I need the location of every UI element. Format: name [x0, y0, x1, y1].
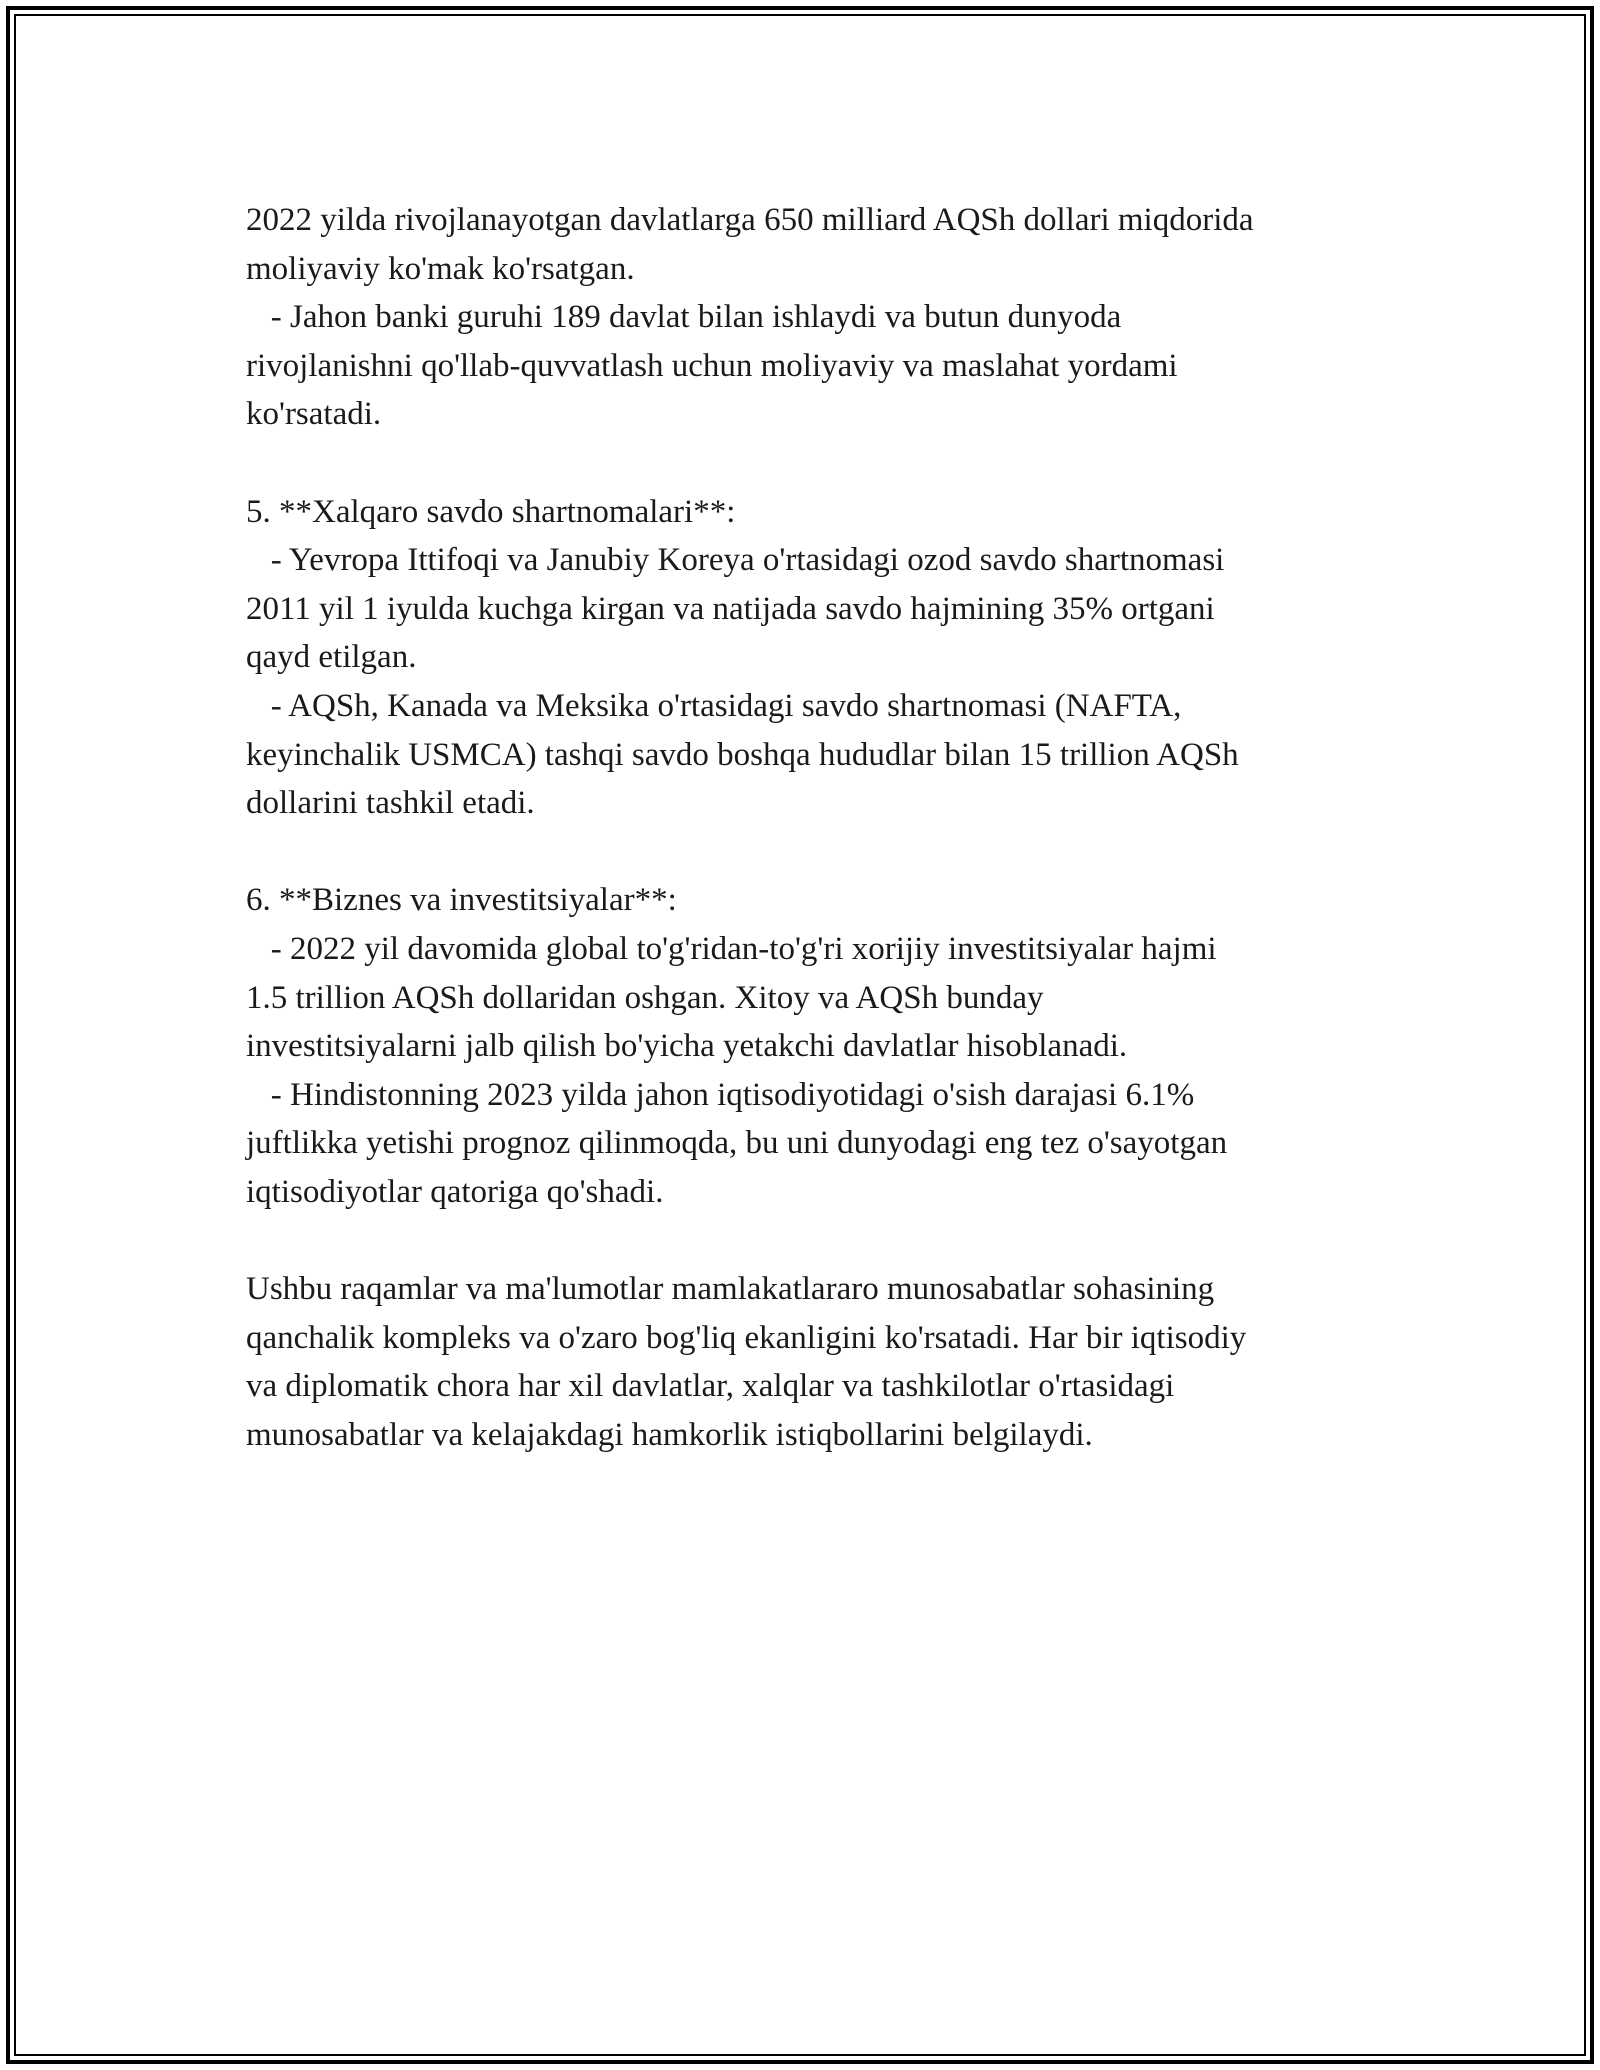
text-line: va diplomatik chora har xil davlatlar, xalqlar va tashkilotlar o'rtasidagi [246, 1368, 1175, 1405]
text-line: investitsiyalarni jalb qilish bo'yicha yetakchi davlatlar hisoblanadi. [246, 1028, 1128, 1065]
paragraph-conclusion [246, 1265, 1416, 1459]
text-line: dollarini tashkil etadi. [246, 785, 535, 822]
paragraph-spacer [246, 1216, 1416, 1265]
text-line: iqtisodiyotlar qatoriga qo'shadi. [246, 1173, 664, 1210]
text-line: qanchalik kompleks va o'zaro bog'liq ekanligini ko'rsatadi. Har bir iqtisodiy [246, 1319, 1247, 1356]
paragraph-fdi [246, 925, 1416, 1071]
paragraph-india [246, 1071, 1416, 1217]
section-heading-trade-agreements [246, 488, 1416, 537]
text-line: 5. **Xalqaro savdo shartnomalari**: [246, 493, 736, 530]
text-line: 2011 yil 1 iyulda kuchga kirgan va natijada savdo hajmining 35% ortgani [246, 590, 1215, 627]
text-line: - Yevropa Ittifoqi va Janubiy Koreya o'rtasidagi ozod savdo shartnomasi [246, 542, 1225, 579]
paragraph-spacer [246, 828, 1416, 877]
text-line: keyinchalik USMCA) tashqi savdo boshqa hududlar bilan 15 trillion AQSh [246, 736, 1239, 773]
text-line: rivojlanishni qo'llab-quvvatlash uchun moliyaviy va maslahat yordami [246, 347, 1178, 384]
text-line: ko'rsatadi. [246, 396, 382, 433]
text-line: - 2022 yil davomida global to'g'ridan-to'g'ri xorijiy investitsiyalar hajmi [246, 930, 1217, 967]
paragraph-nafta [246, 682, 1416, 828]
document-body [246, 196, 1416, 1459]
paragraph-spacer [246, 439, 1416, 488]
text-line: - Jahon banki guruhi 189 davlat bilan ishlaydi va butun dunyoda [246, 299, 1122, 336]
text-line: 2022 yilda rivojlanayotgan davlatlarga 650 milliard AQSh dollari miqdorida [246, 202, 1254, 238]
text-line: 1.5 trillion AQSh dollaridan oshgan. Xitoy va AQSh bunday [246, 979, 1044, 1016]
text-line: Ushbu raqamlar va ma'lumotlar mamlakatlararo munosabatlar sohasining [246, 1271, 1215, 1308]
text-line: munosabatlar va kelajakdagi hamkorlik istiqbollarini belgilaydi. [246, 1416, 1093, 1453]
text-line: qayd etilgan. [246, 639, 417, 676]
paragraph-world-bank [246, 293, 1416, 439]
paragraph-eu-korea [246, 536, 1416, 682]
text-line: - AQSh, Kanada va Meksika o'rtasidagi savdo shartnomasi (NAFTA, [246, 687, 1182, 724]
text-line: juftlikka yetishi prognoz qilinmoqda, bu uni dunyodagi eng tez o'sayotgan [246, 1125, 1228, 1162]
text-line: 6. **Biznes va investitsiyalar**: [246, 882, 677, 919]
text-line: moliyaviy ko'mak ko'rsatgan. [246, 250, 635, 287]
page-frame [6, 6, 1594, 2064]
text-line: - Hindistonning 2023 yilda jahon iqtisodiyotidagi o'sish darajasi 6.1% [246, 1076, 1195, 1113]
section-heading-business-investment [246, 876, 1416, 925]
paragraph-intro-continuation [246, 196, 1416, 293]
